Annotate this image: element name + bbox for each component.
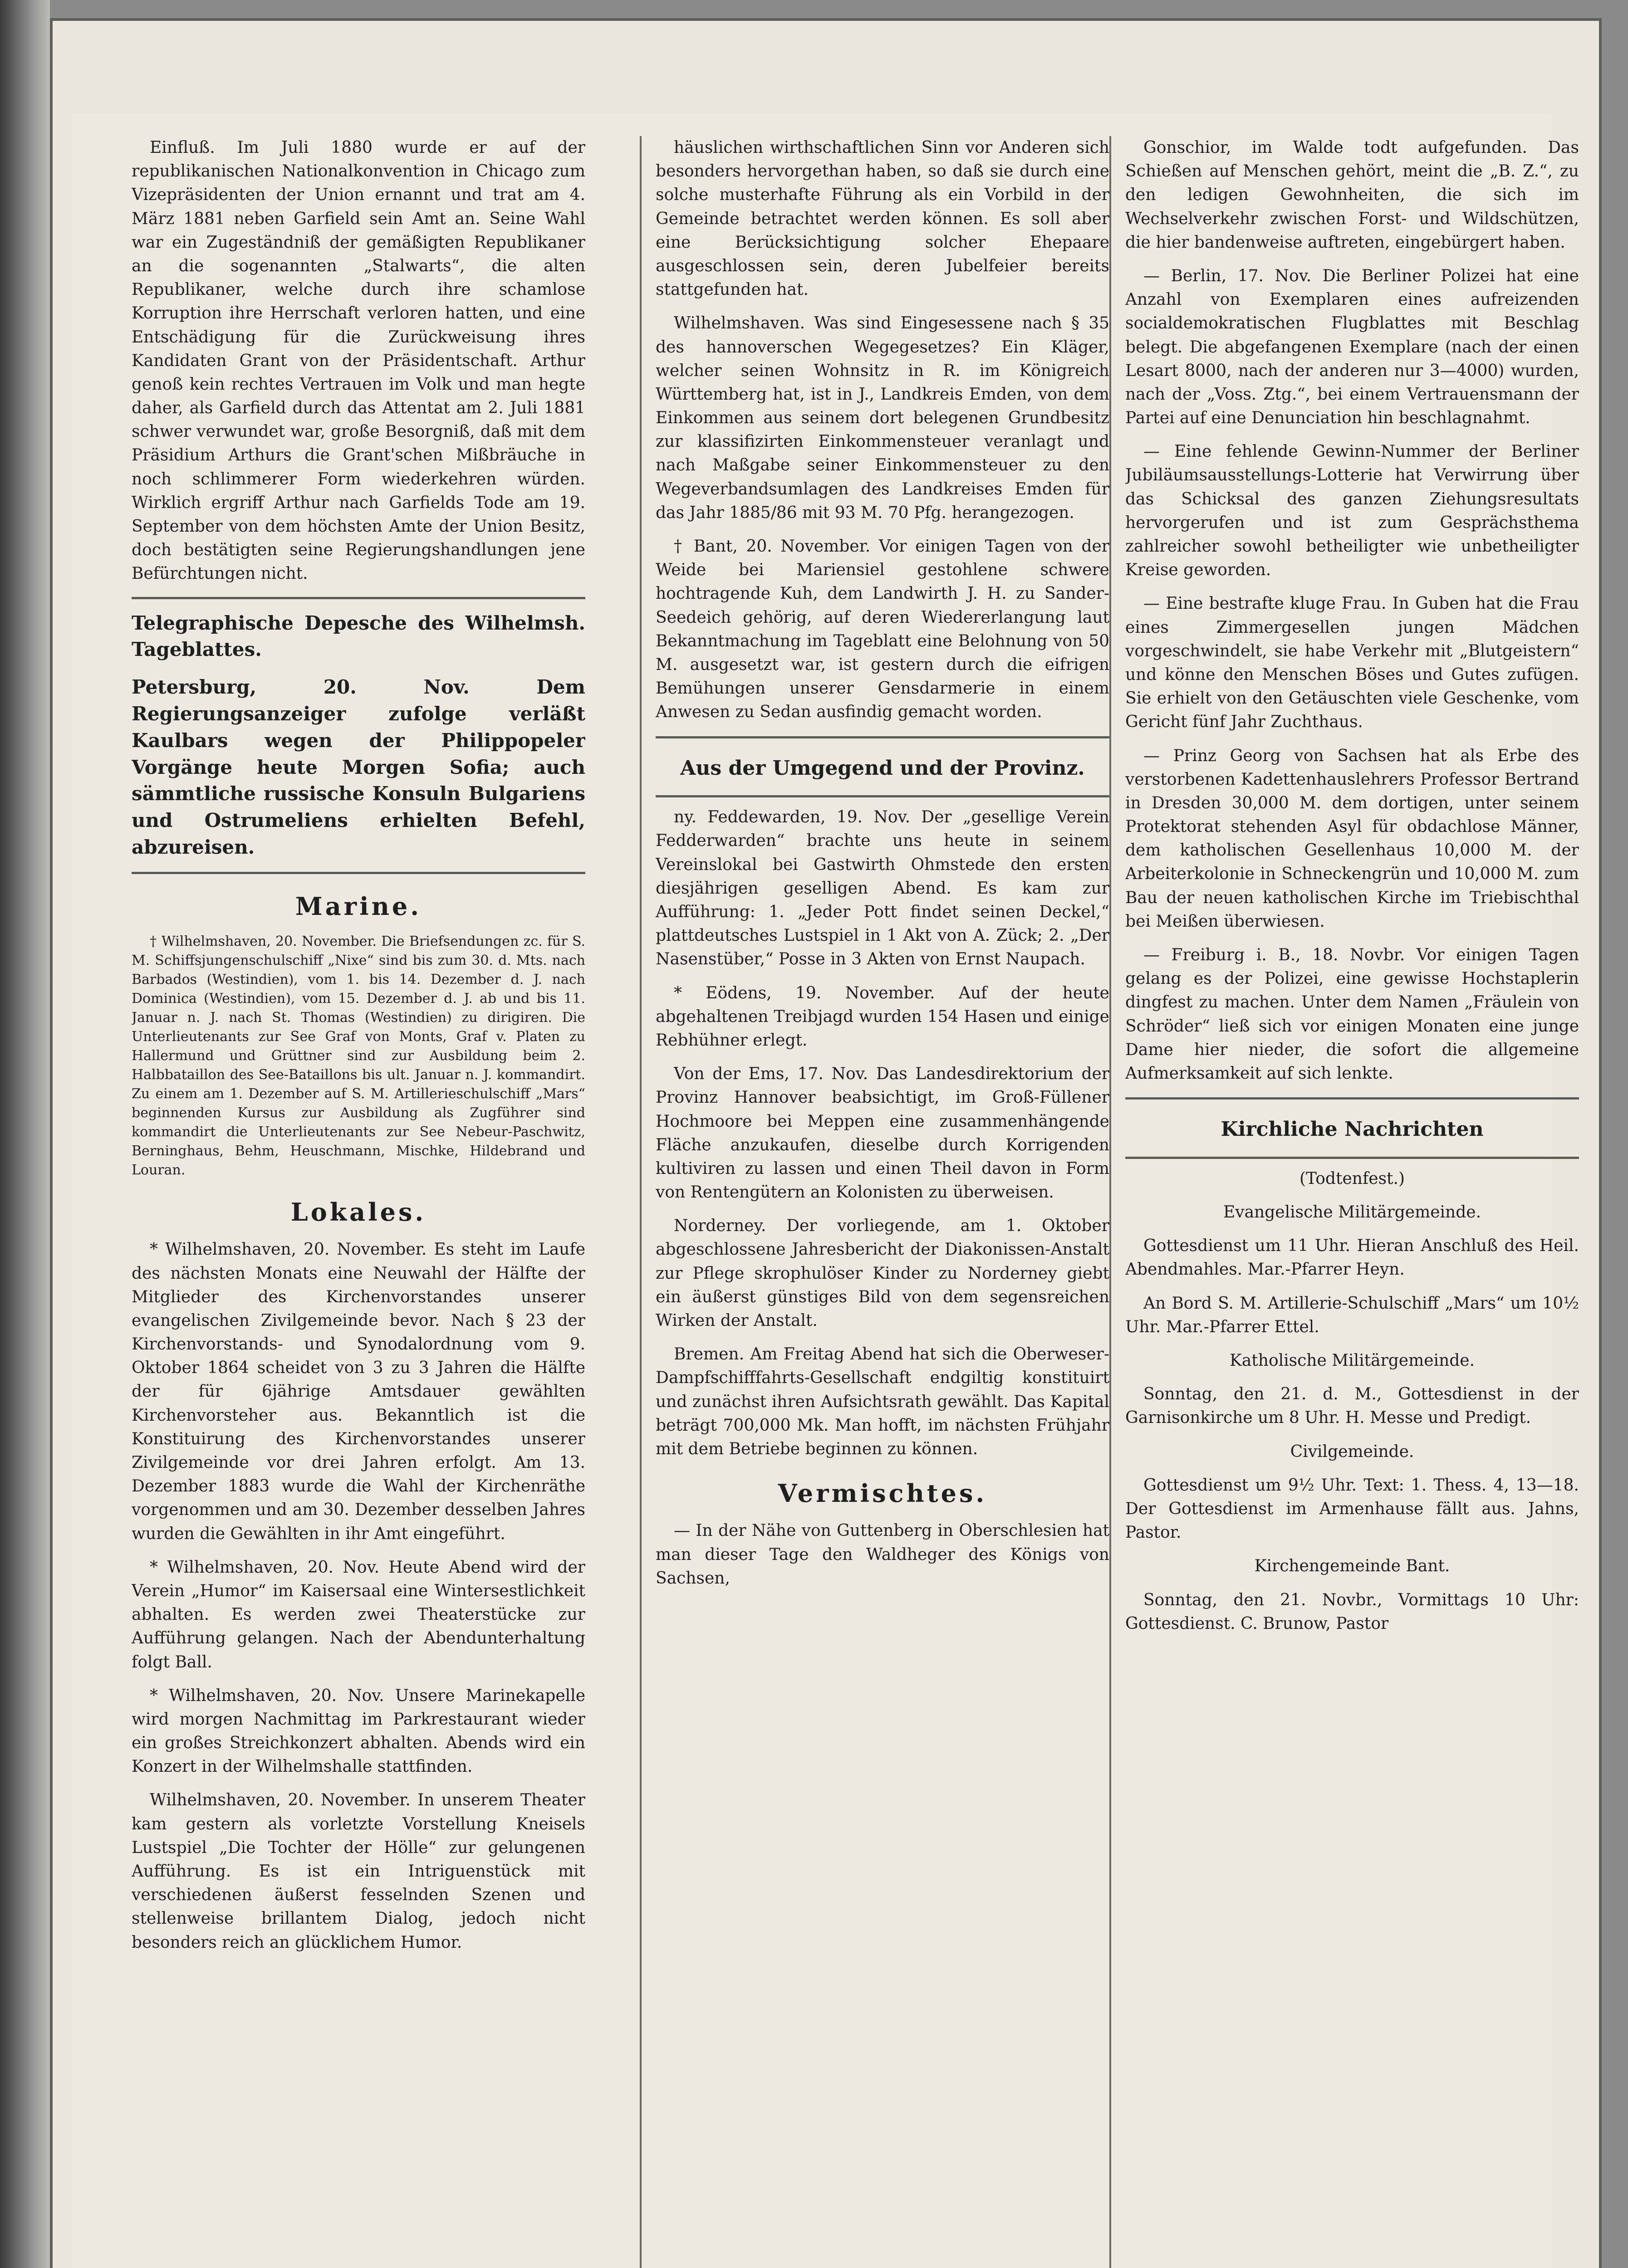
column-rule [640,136,642,2268]
section-heading-region: Aus der Umgegend und der Provinz. [680,756,1085,780]
article-paragraph: Gonschior, im Walde todt aufgefunden. Das Schießen auf Menschen gehört, meint die „B. Z.“, zu den ledigen Gewohnheiten, die sich im Wechselverkehr zwischen Forst- und Wildschützen, die hier bandenweise auftreten, eingebürgert haben. [1125,138,1579,252]
article-paragraph: — In der Nähe von Guttenberg in Oberschlesien hat man dieser Tage den Waldheger des Königs von Sachsen, [656,1521,1109,1588]
church-line: Gottesdienst um 9½ Uhr. Text: 1. Thess. 4, 13—18. Der Gottesdienst im Armenhause fällt aus. Jahns, Pastor. [1125,1476,1579,1542]
article-paragraph: Wilhelmshaven. Was sind Eingesessene nach § 35 des hannoverschen Wegegesetzes? Ein Kläger, welcher seinen Wohnsitz in R. im Königreich Württemberg hat, ist in J., Landkreis Emden, von dem Einkommen aus seinem dort belegenen Grundbesitz zur klassifizirten Einkommensteuer veranlagt und nach Maßgabe seiner Einkommensteuer zu den Wegeverbandsumlagen des Landkreises Emden für das Jahr 1885/86 mit 93 M. 70 Pfg. herangezogen. [656,314,1109,522]
section-heading-marine: Marine. [295,891,422,921]
church-line: Katholische Militärgemeinde. [1229,1351,1475,1370]
section-heading-lokales: Lokales. [290,1198,427,1227]
church-line: An Bord S. M. Artillerie-Schulschiff „Mars“ um 10½ Uhr. Mar.-Pfarrer Ettel. [1125,1294,1579,1336]
article-paragraph: häuslichen wirthschaftlichen Sinn vor Anderen sich besonders hervorgethan haben, so daß sie durch eine solche musterhafte Führung als ein Vorbild in der Gemeinde betrachtet werden können. Es soll aber eine Berücksichtigung solcher Ehepaare ausgeschlossen sein, deren Jubelfeier bereits stattgefunden hat. [656,138,1109,299]
article-paragraph: — Freiburg i. B., 18. Novbr. Vor einigen Tagen gelang es der Polizei, eine gewisse Hochstaplerin dingfest zu machen. Unter dem Namen „Fräulein von Schröder“ ließ sich vor einigen Monaten eine junge Dame hier nieder, die sofort die allgemeine Aufmerksamkeit auf sich lenkte. [1125,946,1579,1083]
church-line: Sonntag, den 21. Novbr., Vormittags 10 Uhr: Gottesdienst. C. Brunow, Pastor [1125,1590,1579,1633]
article-paragraph: * Wilhelmshaven, 20. Nov. Heute Abend wird der Verein „Humor“ im Kaisersaal eine Wintersestlichkeit abhalten. Es werden zwei Theaterstücke zur Aufführung gelangen. Nach der Abendunterhaltung folgt Ball. [132,1558,585,1672]
divider [132,597,585,599]
column-middle [656,136,1109,2268]
telegram-title: Telegraphische Depesche des Wilhelmsh. Tageblattes. [132,611,585,661]
column-left [132,136,585,2268]
article-paragraph: — Berlin, 17. Nov. Die Berliner Polizei hat eine Anzahl von Exemplaren eines aufreizenden socialdemokratischen Flugblattes mit Beschlag belegt. Die abgefangenen Exemplare (nach der einen Lesart 8000, nach der anderen nur 3—4000) wurden, nach der „Voss. Ztg.“, bei einem Vertrauensmann der Partei auf eine Denunciation hin beschlagnahmt. [1125,266,1579,428]
section-heading-misc: Vermischtes. [778,1479,987,1508]
church-line: Evangelische Militärgemeinde. [1223,1203,1481,1222]
column-rule [1109,136,1111,2268]
article-paragraph: Bremen. Am Freitag Abend hat sich die Oberweser-Dampfschifffahrts-Gesellschaft endgiltig konstituirt und zunächst ihren Aufsichtsrath gewählt. Das Kapital beträgt 700,000 Mk. Man hofft, im nächsten Frühjahr mit dem Betriebe beginnen zu können. [656,1345,1109,1458]
article-paragraph: Einfluß. Im Juli 1880 wurde er auf der republikanischen Nationalkonvention in Chicago zum Vizepräsidenten der Union ernannt und trat am 4. März 1881 neben Garfield sein Amt an. Seine Wahl war ein Zugeständniß der gemäßigten Republikaner an die sogenannten „Stalwarts“, die alten Republikaner, welche durch ihre schamlose Korruption ihre Herrschaft verloren hatten, und eine Entschädigung für die Zurückweisung ihres Kandidaten Grant von der Präsidentschaft. Arthur genoß kein rechtes Vertrauen im Volk und man hegte daher, als Garfield durch das Attentat am 2. Juli 1881 schwer verwundet war, große Besorgniß, daß mit dem Präsidium Arthurs die Grant'schen Mißbräuche in noch schlimmerer Form wiederkehren würden. Wirklich ergriff Arthur nach Garfields Tode am 19. September von dem höchsten Amte der Union Besitz, doch bestätigten seine Regierungshandlungen jene Befürchtungen nicht. [132,138,585,583]
article-paragraph: * Wilhelmshaven, 20. November. Es steht im Laufe des nächsten Monats eine Neuwahl der Hälfte der Mitglieder des Kirchenvorstandes unserer evangelischen Zivilgemeinde bevor. Nach § 23 der Kirchenvorstands- und Synodalordnung vom 9. Oktober 1864 scheidet von 3 zu 3 Jahren die Hälfte der für 6jährige Amtsdauer gewählten Kirchenvorsteher aus. Bekanntlich ist die Konstituirung des Kirchenvorstandes unserer Zivilgemeinde vor drei Jahren erfolgt. Am 13. Dezember 1883 wurde die Wahl der Kirchenräthe vorgenommen und am 30. Dezember desselben Jahres wurden die Gewählten in ihr Amt eingeführt. [132,1240,585,1543]
church-line: Gottesdienst um 11 Uhr. Hieran Anschluß des Heil. Abendmahles. Mar.-Pfarrer Heyn. [1125,1237,1579,1279]
article-paragraph: — Prinz Georg von Sachsen hat als Erbe des verstorbenen Kadettenhauslehrers Professor Bertrand in Dresden 30,000 M. dem dortigen, unter seinem Protektorat stehenden Asyl für obdachlose Männer, dem katholischen Gesellenhaus 10,000 M. der Arbeiterkolonie in Schneckengrün und 10,000 M. zum Bau der neuen katholischen Kirche im Triebischthal bei Meißen überwiesen. [1125,746,1579,931]
article-paragraph: ny. Feddewarden, 19. Nov. Der „gesellige Verein Fedderwarden“ brachte uns heute in seinem Vereinslokal bei Gastwirth Ohmstede den ersten diesjährigen geselligen Abend. Es kam zur Aufführung: 1. „Jeder Pott findet seinen Deckel,“ plattdeutsches Lustspiel in 1 Akt von A. Zück; 2. „Der Nasenstüber,“ Posse in 3 Akten von Ernst Naupach. [656,808,1109,969]
church-line: Sonntag, den 21. d. M., Gottesdienst in der Garnisonkirche um 8 Uhr. H. Messe und Predigt. [1125,1385,1579,1427]
article-paragraph: — Eine bestrafte kluge Frau. In Guben hat die Frau eines Zimmergesellen jungen Mädchen vorgeschwindelt, sie habe Verkehr mit „Blutgeistern“ und könne den Menschen Böses und Gutes zufügen. Sie erhielt von den Getäuschten viele Geschenke, vom Gericht fünf Jahr Zuchthaus. [1125,594,1579,732]
section-heading-box [1125,1097,1579,1159]
article-paragraph: * Wilhelmshaven, 20. Nov. Unsere Marinekapelle wird morgen Nachmittag im Parkrestaurant wieder ein großes Streichkonzert abhalten. Abends wird ein Konzert in der Wilhelmshalle stattfinden. [132,1686,585,1776]
article-paragraph: Von der Ems, 17. Nov. Das Landesdirektorium der Provinz Hannover beabsichtigt, im Groß-Füllener Hochmoore bei Meppen eine zusammenhängende Fläche anzukaufen, dieselbe durch Korrigenden kultiviren zu lassen und einen Theil davon in Form von Rentengütern an Kolonisten zu überweisen. [656,1065,1109,1202]
article-paragraph: — Eine fehlende Gewinn-Nummer der Berliner Jubiläumsausstellungs-Lotterie hat Verwirrung über das Schicksal des ganzen Ziehungsresultats hervorgerufen und ist zum Gesprächsthema zahlreicher sowohl betheiligter wie unbetheiligter Kreise geworden. [1125,442,1579,580]
section-heading-church: Kirchliche Nachrichten [1221,1118,1484,1141]
divider [132,872,585,874]
section-heading-box [656,736,1109,798]
church-line: Civilgemeinde. [1290,1442,1414,1461]
article-paragraph: Norderney. Der vorliegende, am 1. Oktober abgeschlossene Jahresbericht der Diakonissen-Anstalt zur Pflege skrophulöser Kinder zu Norderney giebt ein äußerst günstiges Bild von dem segensreichen Wirken der Anstalt. [656,1217,1109,1330]
column-right [1125,136,1579,2268]
telegram-text: Petersburg, 20. Nov. Dem Regierungsanzeiger zufolge verläßt Kaulbars wegen der Philippopeler Vorgänge heute Morgen Sofia; auch sämmtliche russische Konsuln Bulgariens und Ostrumeliens erhielten Befehl, abzureisen. [132,676,585,858]
article-paragraph: Wilhelmshaven, 20. November. In unserem Theater kam gestern als vorletzte Vorstellung Kneisels Lustspiel „Die Tochter der Hölle“ zur gelungenen Aufführung. Es ist ein Intriguenstück mit verschiedenen äußerst fesselnden Szenen und stellenweise brillantem Dialog, jedoch nicht besonders reich an glücklichem Humor. [132,1791,585,1952]
church-subtitle: (Todtenfest.) [1299,1169,1405,1188]
article-paragraph: * Eödens, 19. November. Auf der heute abgehaltenen Treibjagd wurden 154 Hasen und einige Rebhühner erlegt. [656,983,1109,1050]
church-line: Kirchengemeinde Bant. [1254,1557,1450,1576]
article-paragraph: † Wilhelmshaven, 20. November. Die Briefsendungen zc. für S. M. Schiffsjungenschulschiff „Nixe“ sind bis zum 30. d. Mts. nach Barbados (Westindien), vom 1. bis 14. Dezember d. J. nach Dominica (Westindien), vom 15. Dezember d. J. ab und bis 11. Januar n. J. nach St. Thomas (Westindien) zu dirigiren. Die Unterlieutenants zur See Graf von Monts, Graf v. Platen zu Hallermund und Grüttner sind zur Ausbildung beim 2. Halbbataillon des See-Bataillons bis ult. Januar n. J. kommandirt. Zu einem am 1. Dezember auf S. M. Artillerieschulschiff „Mars“ beginnenden Kursus zur Ausbildung als Zugführer sind kommandirt die Unterlieutenants zur See Nebeur-Paschwitz, Berninghaus, Behm, Heuschmann, Mischke, Hildebrand und Louran. [132,934,585,1178]
article-paragraph: † Bant, 20. November. Vor einigen Tagen von der Weide bei Mariensiel gestohlene schwere hochtragende Kuh, dem Landwirth J. H. zu Sander-Seedeich gehörig, auf deren Wiedererlangung laut Bekanntmachung im Tageblatt eine Belohnung von 50 M. ausgesetzt war, ist gestern durch die eifrigen Bemühungen unserer Gensdarmerie in einem Anwesen zu Sedan ausfindig gemacht worden. [656,537,1109,722]
book-spine [0,0,50,2268]
